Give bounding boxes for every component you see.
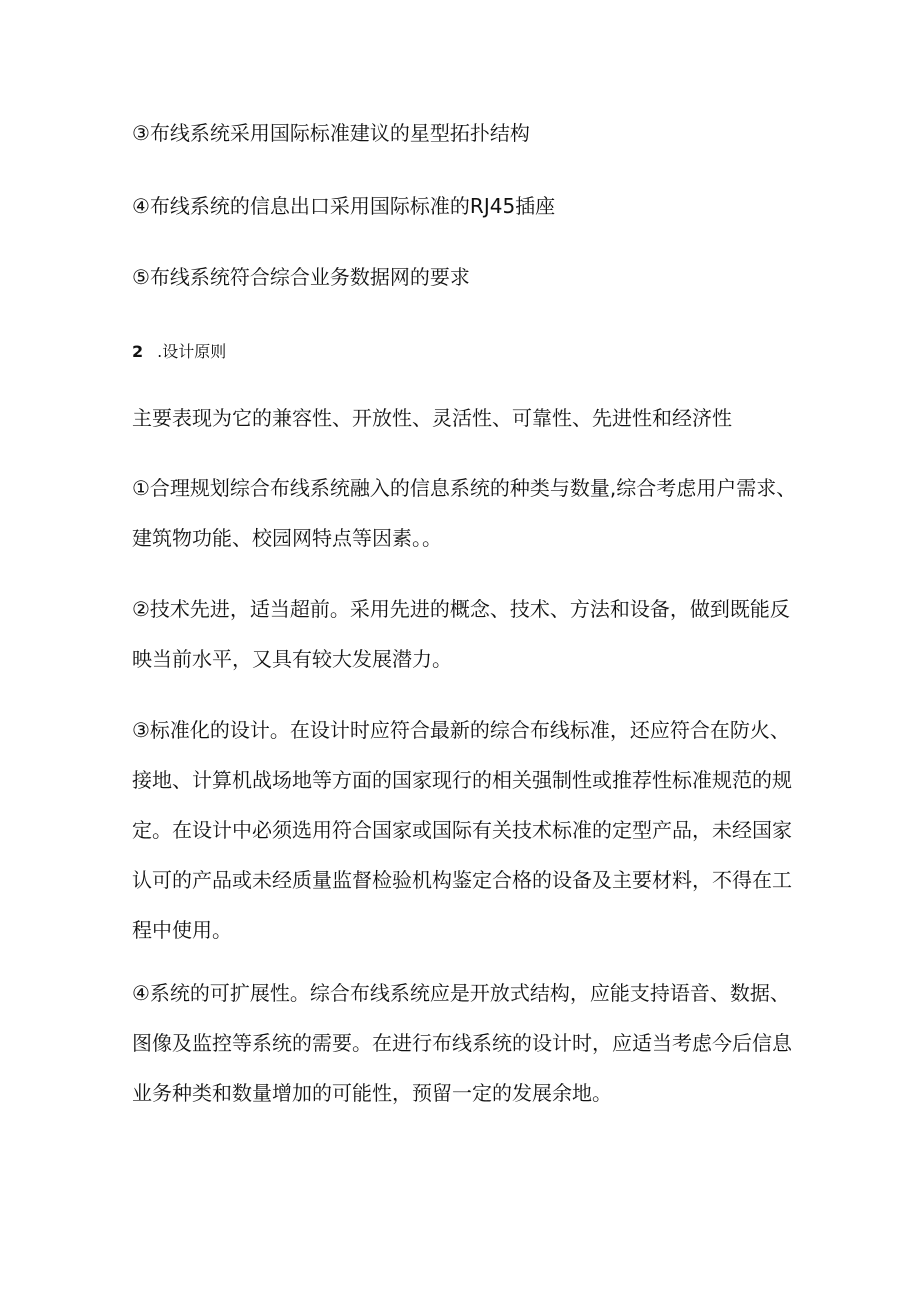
text-line: 主要表现为它的兼容性、开放性、灵活性、可靠性、先进性和经济性 bbox=[132, 406, 732, 430]
paragraph-topology bbox=[132, 108, 808, 158]
text-line: 认可的产品或未经质量监督检验机构鉴定合格的设备及主要材料，不得在工 bbox=[132, 868, 792, 892]
text-line: ③布线系统采用国际标准建议的星型拓扑结构 bbox=[132, 121, 530, 145]
text-line: 业务种类和数量增加的可能性，预留一定的发展余地。 bbox=[132, 1081, 612, 1105]
text-line: ⑤布线系统符合综合业务数据网的要求 bbox=[132, 265, 470, 289]
text-line: 建筑物功能、校园网特点等因素。。 bbox=[132, 526, 442, 550]
text-line: ④布线系统的信息出口采用国际标准的RJ45插座 bbox=[132, 194, 556, 218]
text-line: 图像及监控等系统的需要。在进行布线系统的设计时，应适当考虑今后信息 bbox=[132, 1031, 792, 1055]
text-line: ②技术先进，适当超前。采用先进的概念、技术、方法和设备，做到既能反 bbox=[132, 597, 790, 621]
paragraph-principle-4 bbox=[132, 968, 808, 1118]
text-line: 接地、计算机战场地等方面的国家现行的相关强制性或推荐性标准规范的规 bbox=[132, 768, 792, 792]
paragraph-principle-3 bbox=[132, 705, 808, 955]
text-line: ①合理规划综合布线系统融入的信息系统的种类与数量,综合考虑用户需求、 bbox=[132, 476, 797, 500]
text-line: 映当前水平，又具有较大发展潜力。 bbox=[132, 647, 452, 671]
text-line: 定。在设计中必须选用符合国家或国际有关技术标准的定型产品，未经国家 bbox=[132, 818, 792, 842]
paragraph-summary bbox=[132, 393, 808, 443]
section-heading bbox=[132, 340, 226, 364]
paragraph-principle-2 bbox=[132, 584, 808, 684]
paragraph-rj45 bbox=[132, 181, 808, 231]
section-number: 2 bbox=[132, 342, 144, 361]
text-line: ④系统的可扩展性。综合布线系统应是开放式结构，应能支持语音、数据、 bbox=[132, 981, 790, 1005]
text-line: ③标准化的设计。在设计时应符合最新的综合布线标准，还应符合在防火、 bbox=[132, 718, 790, 742]
section-title: .设计原则 bbox=[157, 342, 227, 361]
paragraph-principle-1 bbox=[132, 463, 808, 563]
text-line: 程中使用。 bbox=[132, 918, 232, 942]
paragraph-isdn bbox=[132, 252, 808, 302]
